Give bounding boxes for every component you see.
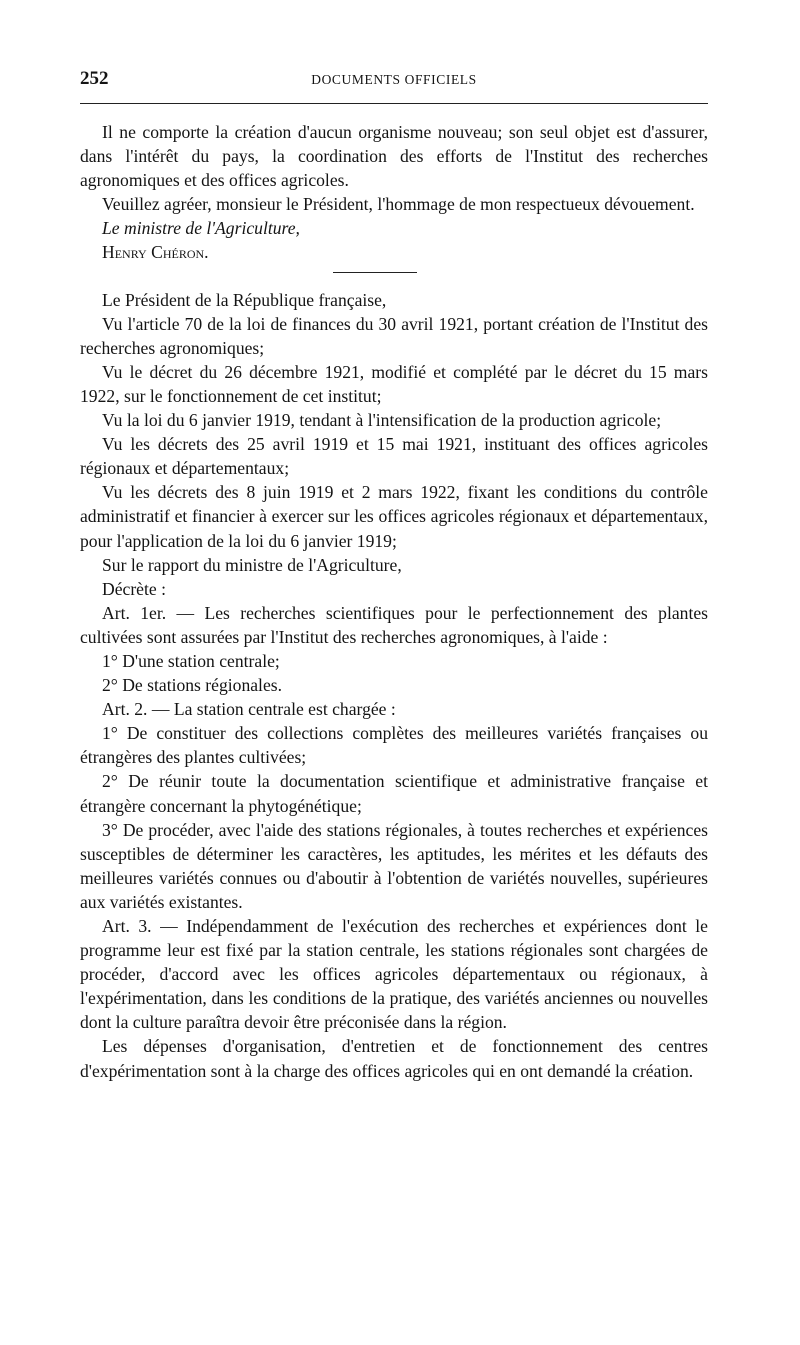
decree-paragraph-2: Vu l'article 70 de la loi de finances du 30 avril 1921, portant création de l'Institut des recherches agronomiques; xyxy=(80,313,708,358)
decree-paragraph-14: 2° De réunir toute la documentation scientifique et administrative française et étrangère concernant la phytogénétique; xyxy=(80,771,708,816)
decree-paragraph-13: 1° De constituer des collections complètes des meilleures variétés françaises ou étrangères des plantes cultivées; xyxy=(80,723,708,768)
running-title: DOCUMENTS OFFICIELS xyxy=(311,72,477,87)
decree-paragraph-15: 3° De procéder, avec l'aide des stations régionales, à toutes recherches et expériences susceptibles de déterminer les caractères, les aptitudes, les mérites et les défauts des meilleures variétés connues ou d'aboutir à l'obtention de variétés nouvelles, supérieures aux variétés existantes. xyxy=(80,819,708,912)
decree-article-3: Art. 3. — Indépendamment de l'exécution des recherches et expériences dont le programme leur est fixé par la station centrale, les stations régionales sont chargées de procéder, d'accord avec les offices agricoles départementaux ou régionaux, à l'expérimentation, dans les conditions de la pratique, des variétés anciennes ou nouvelles dont la culture paraîtra devoir être préconisée dans la région. xyxy=(80,916,708,1033)
report-paragraph-2: Veuillez agréer, monsieur le Président, l'hommage de mon respectueux dévouement. xyxy=(102,194,695,215)
decree-paragraph-17: Les dépenses d'organisation, d'entretien et de fonctionnement des centres d'expérimentation sont à la charge des offices agricoles qui en ont demandé la création. xyxy=(80,1036,708,1081)
decree-paragraph-5: Vu les décrets des 25 avril 1919 et 15 mai 1921, instituant des offices agricoles régionaux et départementaux; xyxy=(80,434,708,479)
decree-paragraph-10: 1° D'une station centrale; xyxy=(102,650,280,671)
decree-article-1: Art. 1er. — Les recherches scientifiques pour le perfectionnement des plantes cultivées sont assurées par l'Institut des recherches agronomiques, à l'aide : xyxy=(80,602,708,647)
signature-title: Le ministre de l'Agriculture, xyxy=(102,218,300,239)
page-number: 252 xyxy=(80,68,109,89)
decree-paragraph-11: 2° De stations régionales. xyxy=(102,675,283,696)
document-body xyxy=(80,120,708,1083)
decree-paragraph-4: Vu la loi du 6 janvier 1919, tendant à l'intensification de la production agricole; xyxy=(102,410,662,431)
header-rule xyxy=(80,103,708,104)
decree-paragraph-6: Vu les décrets des 8 juin 1919 et 2 mars 1922, fixant les conditions du contrôle administratif et financier à exercer sur les offices agricoles régionaux et départementaux, pour l'application de la loi du 6 janvier 1919; xyxy=(80,482,708,551)
decree-paragraph-3: Vu le décret du 26 décembre 1921, modifié et complété par le décret du 15 mars 1922, sur le fonctionnement de cet institut; xyxy=(80,361,708,406)
page-header xyxy=(80,68,708,94)
signature-name: Henry Chéron. xyxy=(102,242,209,263)
decree-paragraph-7: Sur le rapport du ministre de l'Agriculture, xyxy=(102,554,402,575)
decree-paragraph-8: Décrète : xyxy=(102,578,166,599)
decree-paragraph-1: Le Président de la République française, xyxy=(102,289,387,310)
report-paragraph-1: Il ne comporte la création d'aucun organisme nouveau; son seul objet est d'assurer, dans l'intérêt du pays, la coordination des efforts de l'Institut des recherches agronomiques et des offices agricoles. xyxy=(80,122,708,191)
decree-article-2: Art. 2. — La station centrale est chargée : xyxy=(102,699,396,720)
section-separator xyxy=(333,272,417,273)
